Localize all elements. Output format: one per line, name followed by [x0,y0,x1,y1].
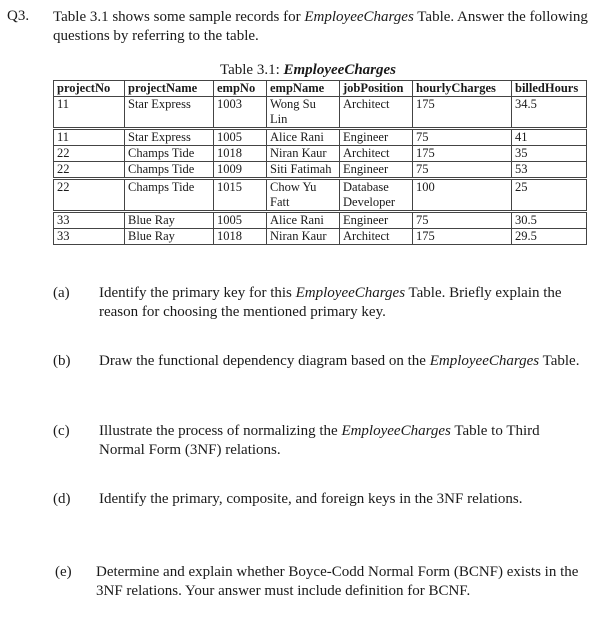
part-label: (a) [53,285,70,301]
question-number: Q3. [7,8,30,24]
table-cell: Engineer [340,129,413,146]
part-text: Illustrate the process of normalizing the EmployeeCharges Table to Third Normal Form (3NF) relations. [99,423,540,458]
table-cell: Star Express [125,129,214,146]
table-cell: 22 [54,179,125,212]
part-label: (c) [53,423,70,439]
table-cell: 75 [413,212,512,229]
part-text: Identify the primary, composite, and foreign keys in the 3NF relations. [99,491,523,507]
table-cell: 175 [413,229,512,245]
table-cell: 22 [54,162,125,179]
table-cell: 1003 [214,97,267,129]
table-cell: Siti Fatimah [267,162,340,179]
table-cell: Engineer [340,162,413,179]
table-cell: Blue Ray [125,229,214,245]
table-row [54,97,587,129]
table-cell: 175 [413,146,512,162]
column-header: billedHours [512,81,587,97]
part-text: Determine and explain whether Boyce-Codd Normal Form (BCNF) exists in the 3NF relations. Your answer must include definition for BCNF. [96,564,579,599]
table-cell: 53 [512,162,587,179]
table-cell: Engineer [340,212,413,229]
table-row [54,129,587,146]
table-cell: 1005 [214,129,267,146]
table-cell: Champs Tide [125,179,214,212]
table-cell: Alice Rani [267,212,340,229]
table-cell: 11 [54,97,125,129]
column-header: jobPosition [340,81,413,97]
table-cell: 30.5 [512,212,587,229]
employee-charges-table [53,80,587,245]
question-intro: Table 3.1 shows some sample records for EmployeeCharges Table. Answer the following questions by referring to the table. [53,9,588,44]
table-cell: 11 [54,129,125,146]
table-row [54,146,587,162]
table-row [54,162,587,179]
table-cell: 1015 [214,179,267,212]
table-cell: 35 [512,146,587,162]
table-cell: Niran Kaur [267,229,340,245]
table-cell: 75 [413,129,512,146]
table-cell: Chow Yu Fatt [267,179,340,212]
table-cell: 25 [512,179,587,212]
table-cell: Champs Tide [125,146,214,162]
table-cell: 1009 [214,162,267,179]
table-cell: 1018 [214,229,267,245]
table-name: EmployeeCharges [304,9,414,25]
table-cell: 29.5 [512,229,587,245]
column-header: empName [267,81,340,97]
table-cell: 22 [54,146,125,162]
column-header: hourlyCharges [413,81,512,97]
column-header: projectName [125,81,214,97]
part-label: (d) [53,491,71,507]
table-cell: Champs Tide [125,162,214,179]
table-cell: Wong Su Lin [267,97,340,129]
table-cell: Alice Rani [267,129,340,146]
table-cell: 33 [54,229,125,245]
part-text: Identify the primary key for this EmployeeCharges Table. Briefly explain the reason for choosing the mentioned primary key. [99,285,562,320]
column-header: projectNo [54,81,125,97]
table-cell: 75 [413,162,512,179]
table-cell: 100 [413,179,512,212]
table-cell: Architect [340,97,413,129]
table-cell: 34.5 [512,97,587,129]
part-label: (b) [53,353,71,369]
part-label: (e) [55,564,72,580]
table-caption: Table 3.1: EmployeeCharges [219,62,396,78]
column-header: empNo [214,81,267,97]
table-header-row [54,81,587,97]
table-cell: Database Developer [340,179,413,212]
table-row [54,212,587,229]
table-cell: Architect [340,146,413,162]
table-row [54,229,587,245]
table-cell: 1005 [214,212,267,229]
table-cell: Niran Kaur [267,146,340,162]
table-cell: Architect [340,229,413,245]
table-cell: Blue Ray [125,212,214,229]
table-cell: 1018 [214,146,267,162]
table-cell: 33 [54,212,125,229]
part-text: Draw the functional dependency diagram based on the EmployeeCharges Table. [99,353,580,369]
table-row [54,179,587,212]
table-cell: 175 [413,97,512,129]
table-cell: Star Express [125,97,214,129]
table-cell: 41 [512,129,587,146]
